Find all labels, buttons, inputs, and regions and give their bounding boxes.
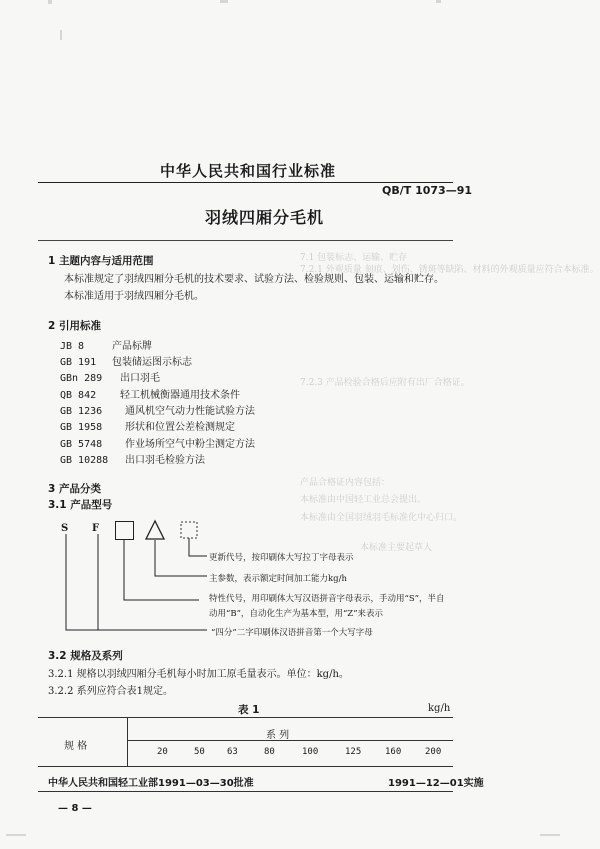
reference-name: 包装储运图示标志 — [112, 357, 192, 368]
standard-number: QB/T 1073—91 — [382, 184, 473, 197]
annotation-characteristic-code-2: 动用“B”，自动化生产为基本型，用“Z”来表示 — [209, 609, 384, 619]
effective-date: 1991—12—01实施 — [388, 778, 484, 789]
main-parameter-triangle — [146, 521, 164, 539]
annotation-characteristic-code-1: 特性代号，用印刷体大写汉语拼音字母表示，手动用“S”，半自 — [209, 594, 445, 604]
reference-code: GB 1958 — [60, 422, 103, 433]
bleed-text-1: 7.2.1 外观质量 刻痕、划伤、锈斑等缺陷、材料的外观质量应符合本标准。 — [300, 265, 599, 275]
footer-rule — [38, 791, 453, 792]
table-column-divider — [127, 717, 128, 767]
table-cell: 100 — [302, 747, 319, 757]
bleed-text-7: 本标准主要起草人 — [360, 543, 433, 553]
reference-code: QB 842 — [60, 390, 97, 401]
table-top-rule — [38, 717, 453, 718]
scan-noise-mark — [48, 0, 52, 4]
reference-code: GB 5748 — [60, 439, 103, 450]
table-row-label: 规 格 — [64, 741, 88, 752]
bleed-text-2: 7.1 包装标志、运输、贮存 — [300, 253, 408, 263]
document-category: 中华人民共和国行业标准 — [160, 162, 337, 180]
document-title: 羽绒四厢分毛机 — [205, 208, 325, 227]
table-cell: 160 — [385, 747, 402, 757]
table-unit: kg/h — [428, 703, 451, 714]
reference-code: GB 191 — [60, 357, 97, 368]
table-caption: 表 1 — [238, 704, 260, 716]
reference-name: 形状和位置公差检测规定 — [125, 422, 235, 433]
table-cell: 125 — [345, 747, 362, 757]
subsection-3-2-2: 3.2.2 系列应符合表1规定。 — [48, 686, 173, 697]
scan-noise-mark — [60, 30, 62, 40]
scan-noise-mark — [436, 0, 441, 3]
bleed-text-5: 本标准由中国轻工业总会提出。 — [300, 495, 427, 505]
table-bottom-rule — [38, 766, 453, 767]
scan-noise-mark — [220, 0, 228, 3]
reference-name: 出口羽毛检验方法 — [125, 455, 205, 466]
section-2-heading: 2 引用标准 — [48, 320, 101, 332]
section-1-paragraph-2: 本标准适用于羽绒四厢分毛机。 — [64, 291, 204, 302]
reference-code: JB 8 — [60, 341, 85, 352]
scan-noise-mark — [540, 834, 560, 836]
section-3-heading: 3 产品分类 — [48, 483, 101, 495]
update-code-dotted-box — [181, 522, 197, 538]
table-cell: 80 — [264, 747, 275, 757]
reference-code: GB 10288 — [60, 455, 109, 466]
subsection-3-2: 3.2 规格及系列 — [48, 650, 123, 662]
table-header-rule — [127, 740, 453, 741]
page-number: — 8 — — [58, 803, 92, 814]
table-group-header: 系 列 — [266, 730, 290, 741]
section-1-heading: 1 主题内容与适用范围 — [48, 255, 154, 267]
table-cell: 63 — [227, 747, 238, 757]
model-letter-s: S — [61, 523, 69, 534]
annotation-main-parameter: 主参数，表示额定时间加工能力kg/h — [209, 574, 347, 584]
reference-name: 作业场所空气中粉尘测定方法 — [125, 439, 255, 450]
table-cell: 200 — [425, 747, 442, 757]
subsection-3-2-1: 3.2.1 规格以羽绒四厢分毛机每小时加工原毛量表示。单位：kg/h。 — [48, 669, 349, 680]
subsection-3-1: 3.1 产品型号 — [48, 499, 113, 511]
annotation-pinyin-initial: “四分”二字印刷体汉语拼音第一个大写字母 — [211, 628, 373, 638]
scan-noise-mark — [6, 834, 26, 836]
table-cell: 50 — [194, 747, 205, 757]
bleed-text-3: 7.2.3 产品检验合格后应附有出厂合格证。 — [300, 378, 470, 388]
reference-name: 产品标牌 — [112, 341, 152, 352]
reference-name: 轻工机械衡器通用技术条件 — [120, 390, 240, 401]
bleed-text-6: 本标准由全国羽绒羽毛标准化中心归口。 — [300, 513, 463, 523]
reference-name: 通风机空气动力性能试验方法 — [125, 406, 255, 417]
model-letter-f: F — [92, 523, 100, 534]
section-1-paragraph-1: 本标准规定了羽绒四厢分毛机的技术要求、试验方法、检验规则、包装、运输和贮存。 — [64, 274, 444, 285]
reference-name: 出口羽毛 — [120, 373, 160, 384]
bleed-text-4: 产品合格证内容包括： — [300, 478, 391, 488]
reference-code: GBn 289 — [60, 373, 103, 384]
approval-line: 中华人民共和国轻工业部1991—03—30批准 — [48, 778, 254, 789]
table-cell: 20 — [157, 747, 168, 757]
annotation-update-code: 更新代号，按印刷体大写拉丁字母表示 — [209, 553, 354, 563]
reference-code: GB 1236 — [60, 406, 103, 417]
